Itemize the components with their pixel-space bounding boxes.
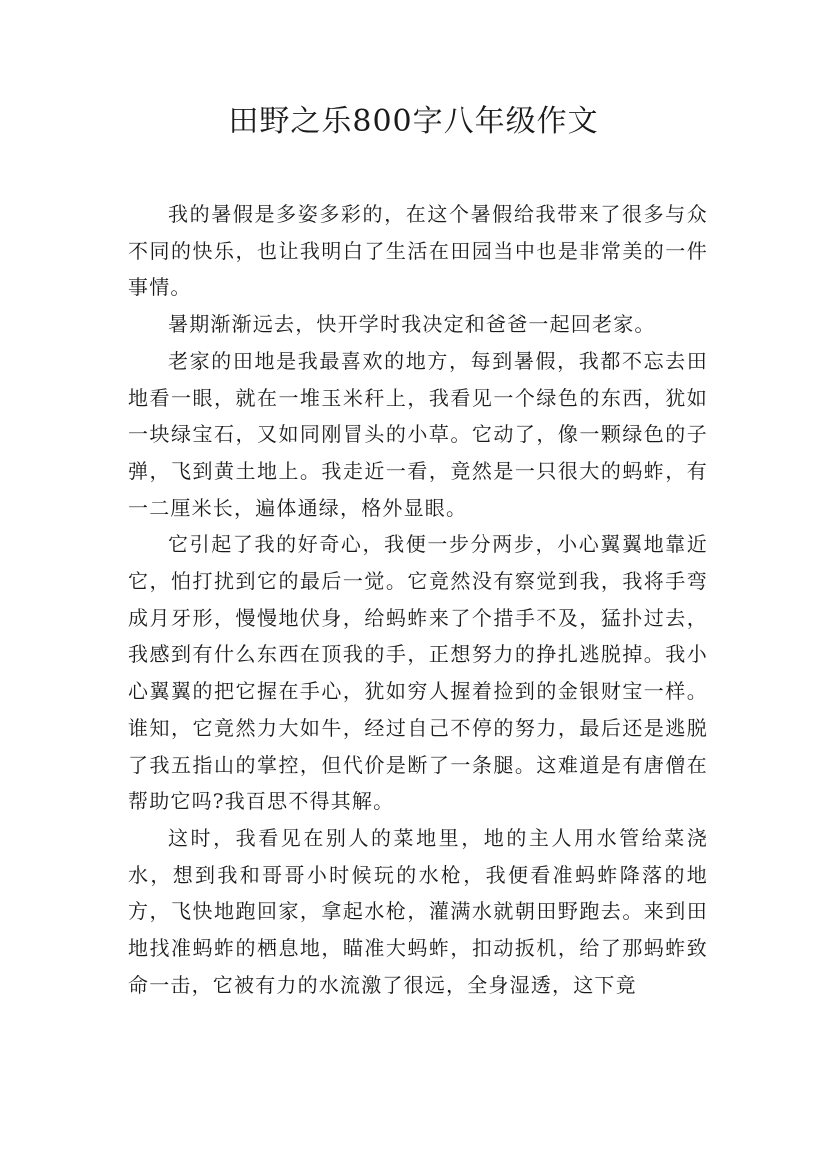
paragraph-1: 我的暑假是多姿多彩的，在这个暑假给我带来了很多与众不同的快乐，也让我明白了生活在田园当中也是非常美的一件事情。 <box>128 202 708 300</box>
essay-body <box>128 196 708 1003</box>
paragraph-2: 暑期渐渐远去，快开学时我决定和爸爸一起回老家。 <box>168 312 656 337</box>
document-title: 田野之乐800字八年级作文 <box>228 104 599 139</box>
paragraph-3: 老家的田地是我最喜欢的地方，每到暑假，我都不忘去田地看一眼，就在一堆玉米秆上，我看见一个绿色的东西，犹如一块绿宝石，又如同刚冒头的小草。它动了，像一颗绿色的子弹，飞到黄土地上。我走近一看，竟然是一只很大的蚂蚱，有一二厘米长，遍体通绿，格外显眼。 <box>128 348 708 520</box>
paragraph-5: 这时，我看见在别人的菜地里，地的主人用水管给菜浇水，想到我和哥哥小时候玩的水枪，我便看准蚂蚱降落的地方，飞快地跑回家，拿起水枪，灌满水就朝田野跑去。来到田地找准蚂蚱的栖息地，瞄准大蚂蚱，扣动扳机，给了那蚂蚱致命一击，它被有力的水流激了很远，全身湿透，这下竟 <box>128 825 708 997</box>
paragraph-4: 它引起了我的好奇心，我便一步分两步，小心翼翼地靠近它，怕打扰到它的最后一觉。它竟然没有察觉到我，我将手弯成月牙形，慢慢地伏身，给蚂蚱来了个措手不及，猛扑过去，我感到有什么东西在顶我的手，正想努力的挣扎逃脱掉。我小心翼翼的把它握在手心，犹如穷人握着捡到的金银财宝一样。谁知，它竟然力大如牛，经过自己不停的努力，最后还是逃脱了我五指山的掌控，但代价是断了一条腿。这难道是有唐僧在帮助它吗?我百思不得其解。 <box>128 532 708 814</box>
